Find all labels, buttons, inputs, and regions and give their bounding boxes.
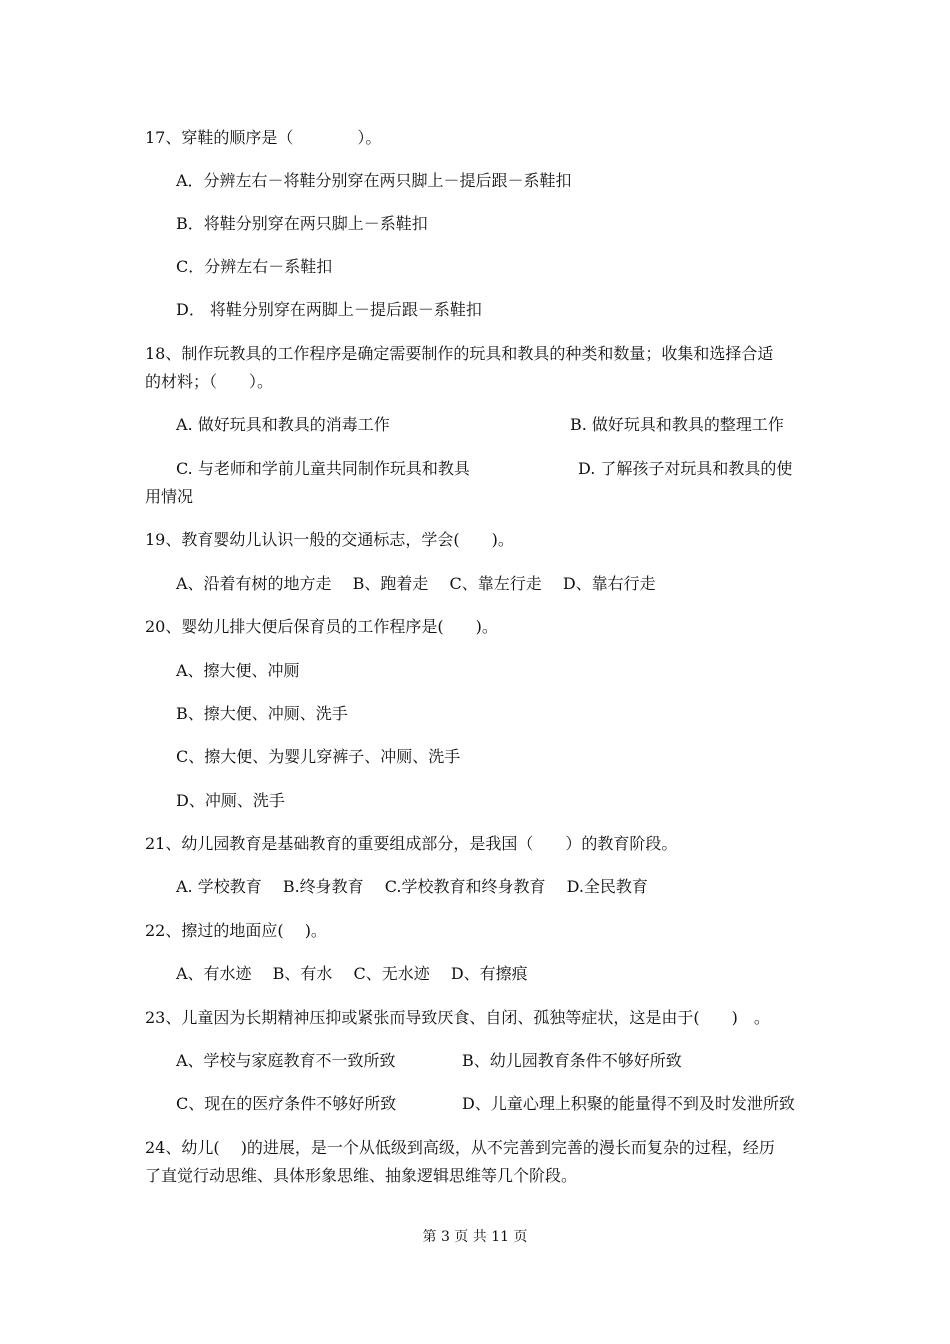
question-22-stem: 22、擦过的地面应( )。 (145, 921, 327, 940)
question-24-stem-line2: 了直觉行动思维、具体形象思维、抽象逻辑思维等几个阶段。 (145, 1166, 578, 1185)
page-number: 第 3 页 共 11 页 (422, 1229, 528, 1245)
question-23-stem: 23、儿童因为长期精神压抑或紧张而导致厌食、自闭、孤独等症状，这是由于( ) 。 (145, 1008, 770, 1027)
question-20-option-b: B、擦大便、冲厕、洗手 (176, 704, 348, 723)
question-21-options: A. 学校教育 B.终身教育 C.学校教育和终身教育 D.全民教育 (176, 877, 648, 896)
question-20-option-c: C、擦大便、为婴儿穿裤子、冲厕、洗手 (176, 747, 461, 766)
question-23-option-d: D、儿童心理上积聚的能量得不到及时发泄所致 (462, 1094, 795, 1113)
question-20-stem: 20、婴幼儿排大便后保育员的工作程序是( )。 (145, 617, 498, 636)
question-22-options: A、有水迹 B、有水 C、无水迹 D、有擦痕 (176, 964, 528, 983)
question-17-option-c: C．分辨左右－系鞋扣 (176, 257, 333, 276)
question-18-stem-line2: 的材料；（ ）。 (145, 372, 274, 391)
question-24-stem-line1: 24、幼儿( )的进展，是一个从低级到高级，从不完善到完善的漫长而复杂的过程，经历 (145, 1138, 775, 1157)
question-17-stem: 17、穿鞋的顺序是（ ）。 (145, 128, 382, 147)
question-17-option-a: A．分辨左右－将鞋分别穿在两只脚上－提后跟－系鞋扣 (176, 171, 572, 190)
question-17-option-b: B．将鞋分别穿在两只脚上－系鞋扣 (176, 214, 428, 233)
question-18-option-b: B. 做好玩具和教具的整理工作 (570, 415, 784, 434)
question-18-option-d-line2: 用情况 (145, 487, 194, 506)
question-18-option-c: C. 与老师和学前儿童共同制作玩具和教具 (176, 459, 470, 478)
question-21-stem: 21、幼儿园教育是基础教育的重要组成部分，是我国（ ）的教育阶段。 (145, 834, 678, 853)
question-20-option-d: D、冲厕、洗手 (176, 791, 285, 810)
question-20-option-a: A、擦大便、冲厕 (176, 661, 300, 680)
question-18-option-d-line1: D. 了解孩子对玩具和教具的使 (578, 459, 793, 478)
question-23-option-c: C、现在的医疗条件不够好所致 (176, 1094, 397, 1113)
question-17-option-d: D． 将鞋分别穿在两脚上－提后跟－系鞋扣 (176, 300, 482, 319)
question-18-stem-line1: 18、制作玩教具的工作程序是确定需要制作的玩具和教具的种类和数量；收集和选择合适 (145, 344, 774, 363)
question-19-options: A、沿着有树的地方走 B、跑着走 C、靠左行走 D、靠右行走 (176, 574, 656, 593)
question-19-stem: 19、教育婴幼儿认识一般的交通标志，学会( )。 (145, 530, 514, 549)
question-18-option-a: A. 做好玩具和教具的消毒工作 (176, 415, 390, 434)
question-23-option-a: A、学校与家庭教育不一致所致 (176, 1051, 396, 1070)
question-23-option-b: B、幼儿园教育条件不够好所致 (462, 1051, 682, 1070)
